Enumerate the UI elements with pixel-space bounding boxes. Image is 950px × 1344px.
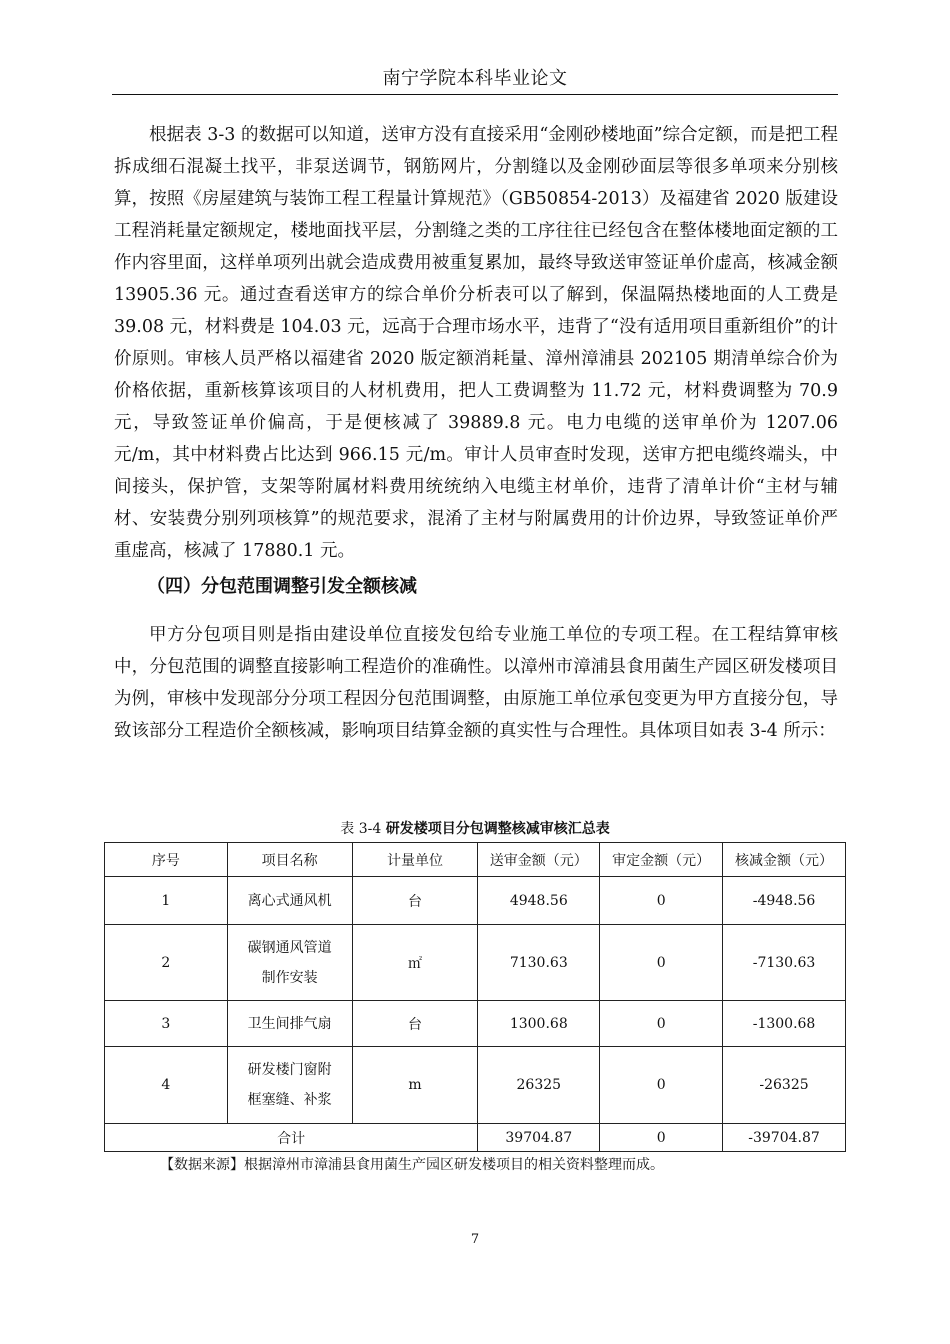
cell-unit: m [352, 1047, 478, 1124]
body-paragraph-1: 根据表 3-3 的数据可以知道，送审方没有直接采用“金刚砂楼地面”综合定额，而是把工程拆成细石混凝土找平，非泵送调节，钢筋网片，分割缝以及金刚砂面层等很多单项来分别核算，按照《房屋建筑与装饰工程工程量计算规范》（GB50854-2013）及福建省 2020 版建设工程消耗量定额规定，楼地面找平层，分割缝之类的工序往往已经包含在整体楼地面定额的工作内容里面，这样单项列出就会造成费用被重复累加，最终导致送审签证单价虚高，核减金额 13905.36 元。通过查看送审方的综合单价分析表可以了解到，保温隔热楼地面的人工费是 39.08 元，材料费是 104.03 元，远高于合理市场水平，违背了“没有适用项目重新组价”的计价原则。审核人员严格以福建省 2020 版定额消耗量、漳州漳浦县 202105 期清单综合价为价格依据，重新核算该项目的人材机费用，把人工费调整为 11.72 元，材料费调整为 70.9 元，导致签证单价偏高，于是便核减了 39889.8 元。电力电缆的送审单价为 1207.06 元/m，其中材料费占比达到 966.15 元/m。审计人员审查时发现，送审方把电缆终端头，中间接头，保护管，支架等附属材料费用统统纳入电缆主材单价，违背了清单计价“主材与辅材、安装费分别列项核算”的规范要求，混淆了主材与附属费用的计价边界，导致签证单价严重虚高，核减了 17880.1 元。 [114, 125, 838, 561]
summary-table [104, 842, 846, 1152]
running-header: 南宁学院本科毕业论文 [382, 68, 568, 89]
table-row [105, 877, 846, 925]
cell-no: 1 [105, 877, 228, 925]
cell-approved: 0 [600, 877, 723, 925]
cell-name [227, 1047, 352, 1124]
cell-submitted: 26325 [478, 1047, 600, 1124]
data-source-note: 【数据来源】根据漳州市漳浦县食用菌生产园区研发楼项目的相关资料整理而成。 [160, 1157, 664, 1173]
table-row [105, 1001, 846, 1047]
cell-unit: 台 [352, 877, 478, 925]
table-caption [104, 818, 846, 838]
cell-name-line: 离心式通风机 [247, 892, 332, 909]
cell-approved: 0 [600, 925, 723, 1001]
col-header-submitted: 送审金额（元） [478, 843, 600, 877]
table-caption-number: 表 3-4 [340, 821, 382, 837]
cell-approved: 0 [600, 1047, 723, 1124]
col-header-reduced: 核减金额（元） [723, 843, 846, 877]
cell-name-line: 碳钢通风管道 [247, 939, 332, 956]
cell-name-line: 制作安装 [261, 969, 318, 986]
body-paragraph-2: 甲方分包项目则是指由建设单位直接发包给专业施工单位的专项工程。在工程结算审核中，分包范围的调整直接影响工程造价的准确性。以漳州市漳浦县食用菌生产园区研发楼项目为例，审核中发现部分分项工程因分包范围调整，由原施工单位承包变更为甲方直接分包，导致该部分工程造价全额核减，影响项目结算金额的真实性与合理性。具体项目如表 3-4 所示： [114, 625, 838, 741]
header-divider [112, 94, 838, 95]
page-number: 7 [470, 1232, 480, 1247]
cell-approved: 0 [600, 1001, 723, 1047]
table-row [105, 925, 846, 1001]
cell-total-submitted: 39704.87 [478, 1124, 600, 1152]
cell-total-label: 合计 [105, 1124, 478, 1152]
col-header-no: 序号 [105, 843, 228, 877]
cell-reduced: -26325 [723, 1047, 846, 1124]
cell-total-approved: 0 [600, 1124, 723, 1152]
cell-no: 4 [105, 1047, 228, 1124]
section-heading: （四）分包范围调整引发全额核减 [147, 576, 417, 597]
cell-reduced: -4948.56 [723, 877, 846, 925]
cell-reduced: -7130.63 [723, 925, 846, 1001]
table-total-row [105, 1124, 846, 1152]
table-row [105, 1047, 846, 1124]
cell-no: 3 [105, 1001, 228, 1047]
cell-name-line: 框塞缝、补浆 [247, 1092, 332, 1108]
table-header-row [105, 843, 846, 877]
cell-name-line: 研发楼门窗附 [247, 1062, 332, 1078]
cell-name-line: 卫生间排气扇 [247, 1015, 332, 1032]
col-header-unit: 计量单位 [352, 843, 478, 877]
cell-name [227, 925, 352, 1001]
cell-no: 2 [105, 925, 228, 1001]
col-header-name: 项目名称 [227, 843, 352, 877]
cell-submitted: 4948.56 [478, 877, 600, 925]
cell-submitted: 1300.68 [478, 1001, 600, 1047]
cell-name [227, 877, 352, 925]
col-header-approved: 审定金额（元） [600, 843, 723, 877]
cell-unit: 台 [352, 1001, 478, 1047]
cell-total-reduced: -39704.87 [723, 1124, 846, 1152]
cell-submitted: 7130.63 [478, 925, 600, 1001]
table-caption-title: 研发楼项目分包调整核减审核汇总表 [385, 821, 610, 837]
cell-name [227, 1001, 352, 1047]
cell-reduced: -1300.68 [723, 1001, 846, 1047]
cell-unit: ㎡ [352, 925, 478, 1001]
